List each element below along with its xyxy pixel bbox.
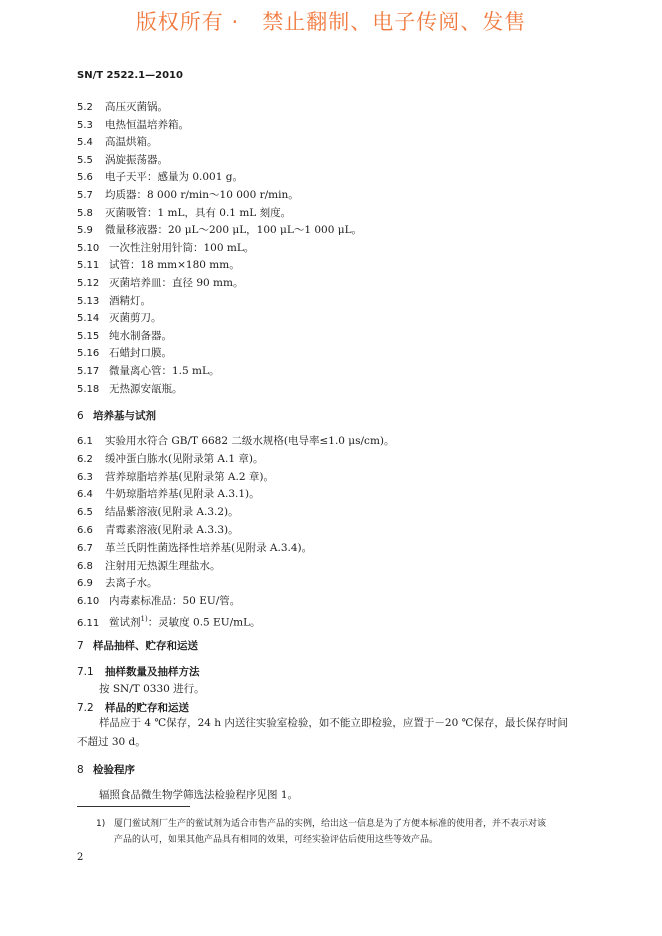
- footnote-divider: [77, 806, 190, 807]
- list-item: [77, 135, 158, 150]
- item-number: 6.9: [77, 578, 93, 590]
- list-item: [77, 576, 158, 591]
- item-text: 革兰氏阴性菌选择性培养基(见附录 A.3.4)。: [105, 541, 313, 554]
- subsection-7-2-text-line1: 样品应于 4 ℃保存，24 h 内送往实验室检验，如不能立即检验，应置于－20 ℃保存，最长保存时间: [99, 717, 568, 729]
- item-number: 6.11: [77, 617, 100, 629]
- list-item: [77, 294, 151, 309]
- section-8-heading: 8 检验程序: [77, 764, 135, 776]
- list-item: [77, 276, 243, 291]
- item-text: 缓冲蛋白胨水(见附录第 A.1 章)。: [105, 452, 264, 465]
- item-number: 5.9: [77, 225, 93, 237]
- subsection-7-1-text: 按 SN/T 0330 进行。: [99, 683, 205, 695]
- item-number: 5.12: [77, 278, 100, 289]
- footnote-reference: 1): [140, 615, 148, 623]
- list-item: [77, 559, 221, 574]
- item-number: 5.10: [77, 242, 100, 254]
- item-text: 注射用无热源生理盐水。: [105, 559, 221, 572]
- item-text: 无热源安瓿瓶。: [109, 382, 183, 395]
- item-number: 6.10: [77, 596, 100, 608]
- footnote-line2: 产品的认可，如果其他产品具有相同的效果，可经实验评估后使用这些等效产品。: [114, 835, 439, 845]
- item-number: 6.5: [77, 507, 93, 519]
- item-number: 5.4: [77, 137, 93, 149]
- item-text: 电热恒温培养箱。: [105, 118, 189, 131]
- list-item: [77, 523, 239, 538]
- section-6-heading: 6 培养基与试剂: [77, 410, 156, 422]
- item-number: 6.4: [77, 489, 93, 501]
- item-text: 结晶紫溶液(见附录 A.3.2)。: [105, 506, 239, 519]
- item-text: 内毒素标准品：50 EU/管。: [109, 595, 241, 608]
- list-item: [77, 364, 219, 379]
- item-text: 牛奶琼脂培养基(见附录 A.3.1)。: [105, 488, 260, 501]
- item-number: 5.17: [77, 366, 100, 377]
- document-code: SN/T 2522.1—2010: [77, 70, 183, 81]
- item-text: 鲎试剂: [109, 616, 141, 629]
- list-item: [77, 188, 299, 203]
- list-item: [77, 487, 260, 502]
- item-text: 灭菌吸管：1 mL，具有 0.1 mL 刻度。: [105, 206, 292, 219]
- item-number: 5.8: [77, 207, 93, 219]
- item-number: 5.13: [77, 295, 100, 307]
- item-number: 5.3: [77, 119, 93, 131]
- item-text: 营养琼脂培养基(见附录第 A.2 章)。: [105, 470, 274, 483]
- list-item: [77, 118, 189, 133]
- list-item: [77, 505, 239, 520]
- item-number: 6.7: [77, 542, 93, 554]
- list-item: [77, 612, 261, 631]
- list-item: [77, 100, 168, 115]
- list-item: [77, 153, 168, 168]
- list-item: [77, 382, 183, 397]
- item-text: 均质器：8 000 r/min～10 000 r/min。: [105, 189, 299, 201]
- item-number: 5.6: [77, 172, 93, 184]
- list-item: [77, 346, 172, 361]
- section-8-text: 辐照食品微生物学筛选法检验程序见图 1。: [99, 789, 299, 801]
- item-number: 6.6: [77, 525, 93, 536]
- item-text: 石蜡封口膜。: [109, 347, 172, 360]
- item-number: 5.11: [77, 260, 100, 272]
- item-number: 6.2: [77, 453, 93, 465]
- item-text-continued: ：灵敏度 0.5 EU/mL。: [147, 616, 261, 629]
- list-item: [77, 311, 162, 326]
- item-text: 青霉素溶液(见附录 A.3.3)。: [105, 524, 239, 536]
- item-number: 5.7: [77, 190, 93, 201]
- list-item: [77, 541, 312, 556]
- item-text: 涡旋振荡器。: [105, 153, 168, 166]
- footnote-line1: 厦门鲎试剂厂生产的鲎试剂为适合市售产品的实例，给出这一信息是为了方便本标准的使用者，并不表示对该: [114, 819, 547, 829]
- item-number: 5.5: [77, 154, 93, 166]
- item-text: 实验用水符合 GB/T 6682 二级水规格(电导率≤1.0 μs/cm)。: [105, 435, 395, 447]
- list-item: [77, 170, 243, 185]
- subsection-7-2-heading: 7.2 样品的贮存和运送: [77, 702, 189, 714]
- item-text: 电子天平：感量为 0.001 g。: [105, 171, 243, 184]
- item-text: 酒精灯。: [109, 294, 151, 307]
- item-text: 去离子水。: [105, 577, 158, 590]
- list-item: [77, 223, 362, 238]
- list-item: [77, 452, 263, 467]
- item-text: 灭菌剪刀。: [109, 312, 162, 325]
- list-item: [77, 434, 395, 449]
- item-number: 5.14: [77, 313, 100, 325]
- item-number: 6.3: [77, 471, 93, 483]
- item-number: 6.1: [77, 436, 93, 447]
- item-number: 6.8: [77, 560, 93, 572]
- footnote-mark: 1): [96, 819, 106, 829]
- item-text: 灭菌培养皿：直径 90 mm。: [109, 277, 244, 289]
- footnote: [96, 816, 596, 848]
- list-item: [77, 470, 274, 485]
- list-item: [77, 594, 240, 609]
- list-item: [77, 258, 240, 273]
- list-item: [77, 206, 291, 221]
- item-text: 高压灭菌锅。: [105, 101, 168, 113]
- item-text: 一次性注射用针筒：100 mL。: [109, 241, 255, 254]
- page-number: 2: [77, 852, 84, 863]
- section-7-heading: 7 样品抽样、贮存和运送: [77, 640, 198, 652]
- copyright-watermark: 版权所有 · 禁止翻制、电子传阅、发售: [135, 10, 527, 34]
- subsection-7-2-text-line2: 不超过 30 d。: [77, 736, 146, 748]
- item-number: 5.16: [77, 348, 100, 360]
- item-number: 5.18: [77, 383, 100, 395]
- list-item: [77, 241, 254, 256]
- item-number: 5.2: [77, 102, 93, 113]
- item-text: 试管：18 mm×180 mm。: [109, 259, 240, 272]
- item-text: 微量离心管：1.5 mL。: [109, 365, 220, 377]
- item-text: 高温烘箱。: [105, 136, 158, 149]
- list-item: [77, 329, 172, 344]
- item-number: 5.15: [77, 330, 100, 342]
- item-text: 微量移液器：20 μL～200 μL，100 μL～1 000 μL。: [105, 224, 363, 237]
- subsection-7-1-heading: 7.1 抽样数量及抽样方法: [77, 666, 200, 678]
- item-text: 纯水制备器。: [109, 329, 172, 342]
